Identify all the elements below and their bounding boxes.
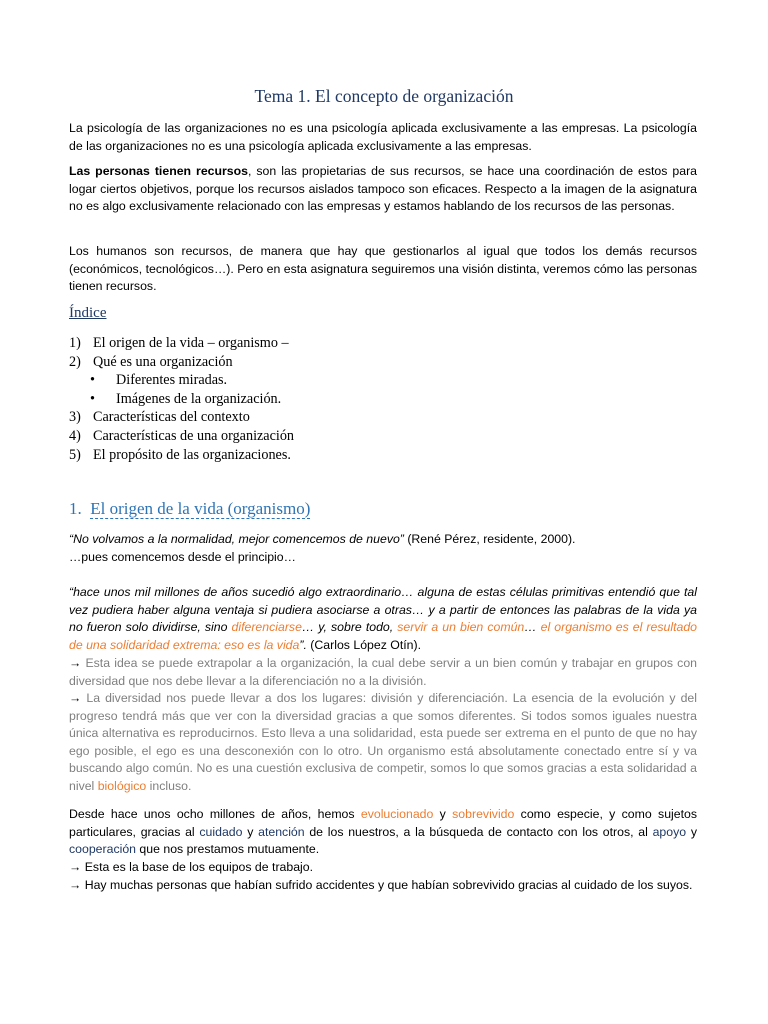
paragraph-text: y (433, 807, 453, 821)
highlight-cuidado: cuidado (199, 824, 243, 839)
paragraph-text: y (686, 824, 697, 839)
index-subitem-1 (69, 371, 294, 390)
index-item-5 (69, 446, 294, 465)
note-text: incluso. (146, 778, 192, 793)
paragraph-text: Desde hace unos ocho millones de años, hemos (69, 807, 361, 821)
note-text: La diversidad nos puede llevar a dos los lugares: división y diferenciación. La esencia de la evolución y del progreso tendrá más que ver con la diversidad gracias a que somos diferentes. Si todos somos iguales nuestra única alternativa es reproducirnos. Esto lleva a una solidaridad, esta puede ser extrema en el punto de que no hay ego posible, el ego es una desconexión con lo otro. Un organismo está absolutamente conectado entre sí y va buscando algo común. No es una cuestión exclusiva de competir, somos lo que somos gracias a esta solidaridad a nivel (69, 691, 697, 793)
index-text: Imágenes de la organización. (116, 390, 282, 407)
index-item-1 (69, 334, 294, 353)
note-1 (69, 655, 697, 690)
highlight-evolucionado: evolucionado (360, 807, 434, 821)
bullet-line-1 (69, 859, 697, 877)
index-list (69, 334, 294, 464)
index-text: Características de una organización (93, 427, 295, 444)
index-subitem-2 (69, 390, 294, 409)
quote-source: (René Pérez, residente, 2000). (403, 532, 576, 546)
quote-source: (Carlos López Otín). (306, 637, 422, 652)
opening-quote (69, 531, 697, 549)
highlight-cooperacion: cooperación (69, 842, 136, 856)
index-number: 5) (69, 446, 81, 463)
bullet-line-2 (69, 877, 697, 895)
bold-phrase: Las personas tienen recursos (69, 164, 248, 178)
index-item-4 (69, 427, 294, 446)
highlight-apoyo: apoyo (652, 824, 687, 839)
index-number: 1) (69, 335, 81, 351)
note-text: Esta idea se puede extrapolar a la organización, la cual debe servir a un bien común y trabajar en grupos con diversidad que nos debe llevar a la diferenciación no a la división. (69, 656, 697, 688)
lead-line: …pues comencemos desde el principio… (69, 550, 296, 564)
index-text: El propósito de las organizaciones. (93, 446, 291, 463)
index-text: Qué es una organización (93, 353, 233, 370)
index-item-2 (69, 353, 294, 372)
index-text: Diferentes miradas. (116, 372, 228, 389)
arrow-icon: → (69, 691, 82, 705)
bullet-text: Hay muchas personas que habían sufrido accidentes y que habían sobrevivido gracias al cuidado de los suyos. (81, 878, 693, 892)
quote-text: … (524, 620, 541, 634)
bullet-icon: • (90, 390, 95, 407)
highlight-bien-comun: servir a un bien común (397, 620, 525, 634)
quote-text: … y, sobre todo, (301, 620, 398, 634)
index-heading: Índice (69, 305, 107, 321)
section-number: 1. (69, 499, 82, 518)
document-title: Tema 1. El concepto de organización (254, 86, 514, 106)
index-number: 4) (69, 427, 81, 444)
intro-paragraph-2-text: , son las propietarias de sus recursos, se hace una coordinación de estos para logar ciertos objetivos, porque los recursos aislados tampoco son eficaces. Respecto a la imagen de la asignatura no es algo exclusivamente relacionado con las empresas y estamos hablando de los recursos de las personas. (69, 164, 698, 213)
note-2 (69, 690, 697, 795)
highlight-diferenciarse: diferenciarse (231, 620, 302, 634)
highlight-biologico: biológico (97, 778, 147, 793)
evolution-paragraph (69, 806, 697, 859)
intro-paragraph-2 (69, 163, 697, 216)
paragraph-text: como especie, y como sujetos particulares, gracias al (69, 807, 698, 839)
highlight-atencion: atención (258, 824, 305, 839)
bullet-icon: • (90, 372, 95, 389)
highlight-organismo: el organismo es el resultado de una solidaridad extrema: eso es la vida (69, 620, 698, 652)
index-text: Características del contexto (93, 409, 250, 426)
index-number: 2) (69, 353, 81, 370)
arrow-icon: → (69, 878, 82, 892)
quote-text: ”. (299, 637, 307, 652)
highlight-sobrevivido: sobrevivido (452, 807, 515, 821)
index-text: El origen de la vida – organismo – (93, 335, 289, 351)
index-number: 3) (69, 409, 81, 426)
arrow-icon: → (69, 656, 82, 670)
paragraph-text: de los nuestros, a la búsqueda de contacto con los otros, al (304, 824, 653, 839)
intro-paragraph-3: Los humanos son recursos, de manera que hay que gestionarlos al igual que todos los demás recursos (económicos, tecnológicos…). Pero en esta asignatura seguiremos una visión distinta, veremos cómo las personas tienen recursos. (69, 244, 697, 293)
quote-text: “hace unos mil millones de años sucedió algo extraordinario… alguna de estas células primitivas entendió que tal vez pudiera haber alguna ventaja si pudiera asociarse a otras… y a partir de entonces las palabras de la vida ya no fueron solo dividirse, sino (69, 585, 697, 634)
paragraph-text: y (242, 824, 259, 839)
paragraph-text: que nos prestamos mutuamente. (136, 842, 320, 856)
bullet-text: Esta es la base de los equipos de trabajo. (81, 860, 314, 874)
section-1-heading (69, 499, 310, 519)
section-title: El origen de la vida (organismo) (90, 499, 311, 518)
long-quote (69, 584, 697, 654)
intro-paragraph-1: La psicología de las organizaciones no es una psicología aplicada exclusivamente a las empresas. La psicología de las organizaciones no es una psicología aplicada exclusivamente a las empresas. (69, 121, 697, 153)
arrow-icon: → (69, 860, 82, 874)
index-item-3 (69, 408, 294, 427)
quote-text: “No volvamos a la normalidad, mejor comencemos de nuevo” (69, 532, 404, 546)
